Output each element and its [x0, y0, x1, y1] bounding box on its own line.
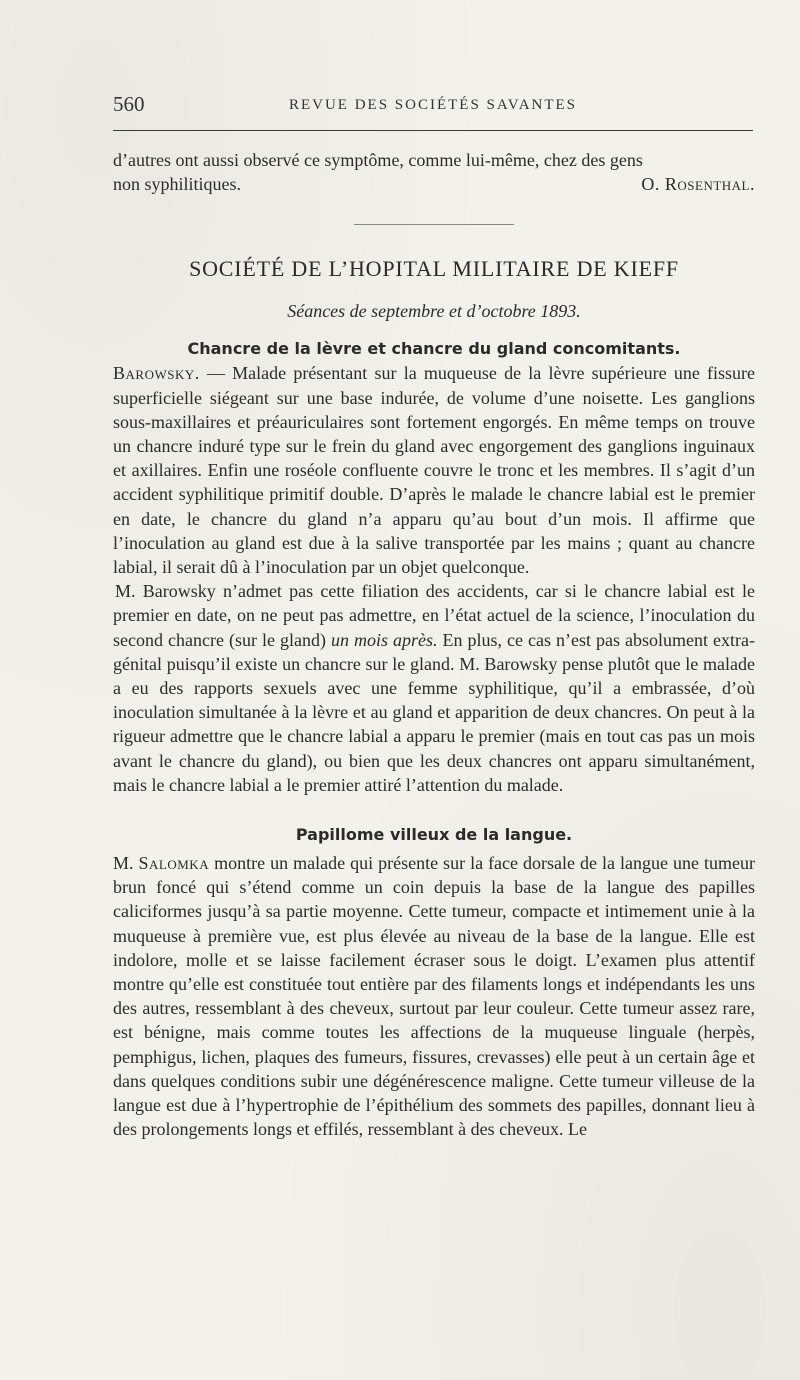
case1-paragraph-2 [113, 579, 755, 797]
case2-paragraph [113, 851, 755, 1141]
page-number: 560 [113, 92, 145, 116]
case-title-papillome: Papillome villeux de la langue. [295, 825, 573, 845]
case1-text-italic: un mois après. [330, 629, 438, 650]
section-separator [354, 224, 514, 225]
case-title-chancre: Chancre de la lèvre et chancre du gland concomitants. [187, 339, 681, 359]
signature: O. Rosenthal. [641, 174, 755, 195]
intro-line: d’autres ont aussi observé ce symptôme, comme lui-même, chez des gens [113, 150, 643, 170]
intro-signature-line [113, 172, 755, 196]
running-title: REVUE DES SOCIÉTÉS SAVANTES [288, 97, 578, 113]
page-header [113, 90, 753, 131]
case2-prefix: M. [113, 853, 139, 874]
author-name-2: Salomka [138, 853, 210, 874]
case1-text-1: — Malade présentant sur la muqueuse de la lèvre supérieure une fissure superficielle siégeant sur une base indurée, de volume d’une noisette. Les ganglions sous-maxillaires et préauriculaires sont fortement engorgés. En même temps on trouve un chancre induré type sur le frein du gland avec engorgement des ganglions inguinaux et axillaires. Enfin une roséole confluente couvre le tronc et les membres. Il s’agit d’un accident syphilitique primitif double. D’après le malade le chancre labial est le premier en date, le chancre du gland n’a apparu qu’au bout d’un mois. Il affirme que l’inoculation au gland est due à la salive transportée par les mains ; quant au chancre labial, il serait dû à l’inoculation par un objet quelconque. [113, 363, 755, 578]
intro-line-end: non syphilitiques. [113, 174, 242, 195]
session-dates: Séances de septembre et d’octobre 1893. [287, 301, 581, 322]
case1-paragraph-1 [113, 361, 755, 579]
case1-text-2a: M. Barowsky n’admet pas cette filiation des accidents, car si le chancre labial est le premier en date, on ne peut pas admettre, en l’état actuel de la science, l’inoculation du second chancre (sur le gland) [113, 581, 755, 650]
case1-text-2b: En plus, ce cas n’est pas absolument extra-génital puisqu’il existe un chancre sur le gland. M. Barowsky pense plutôt que le malade a eu des rapports sexuels avec une femme syphilitique, qu’il a embrassée, d’où inoculation simultanée à la lèvre et au gland et apparition de deux chancres. On peut à la rigueur admettre que le chancre labial a apparu le premier (mais en tout cas pas un mois avant le chancre du gland), ou bien que les deux chancres ont apparu simultanément, mais le chancre labial a le premier attiré l’attention du malade. [113, 629, 755, 795]
case2-text: montre un malade qui présente sur la face dorsale de la langue une tumeur brun foncé qui s’étend comme un coin depuis la base de la langue des papilles caliciformes jusqu’à sa partie moyenne. Cette tumeur, compacte et intimement unie à la muqueuse à première vue, est plus élevée au niveau de la base de la langue. Elle est indolore, molle et se laisse facilement écraser sous le doigt. L’examen plus attentif montre qu’elle est constituée tout entière par des filaments longs et indépendants les uns des autres, ressemblant à des cheveux, surtout par leur couleur. Cette tumeur assez rare, est bénigne, mais comme toutes les affections de la muqueuse linguale (herpès, pemphigus, lichen, plaques des fumeurs, fissures, crevasses) elle peut à un certain âge et dans quelques conditions subir une dégénérescence maligne. Cette tumeur villeuse de la langue est due à l’hypertrophie de l’épithélium des sommets des papilles, donnant lieu à des prolongements longs et effilés, ressemblant à des cheveux. Le [113, 853, 755, 1140]
society-title: SOCIÉTÉ DE L’HOPITAL MILITAIRE DE KIEFF [189, 256, 679, 282]
author-name: Barowsky. [113, 363, 200, 384]
article-body [113, 148, 755, 1142]
